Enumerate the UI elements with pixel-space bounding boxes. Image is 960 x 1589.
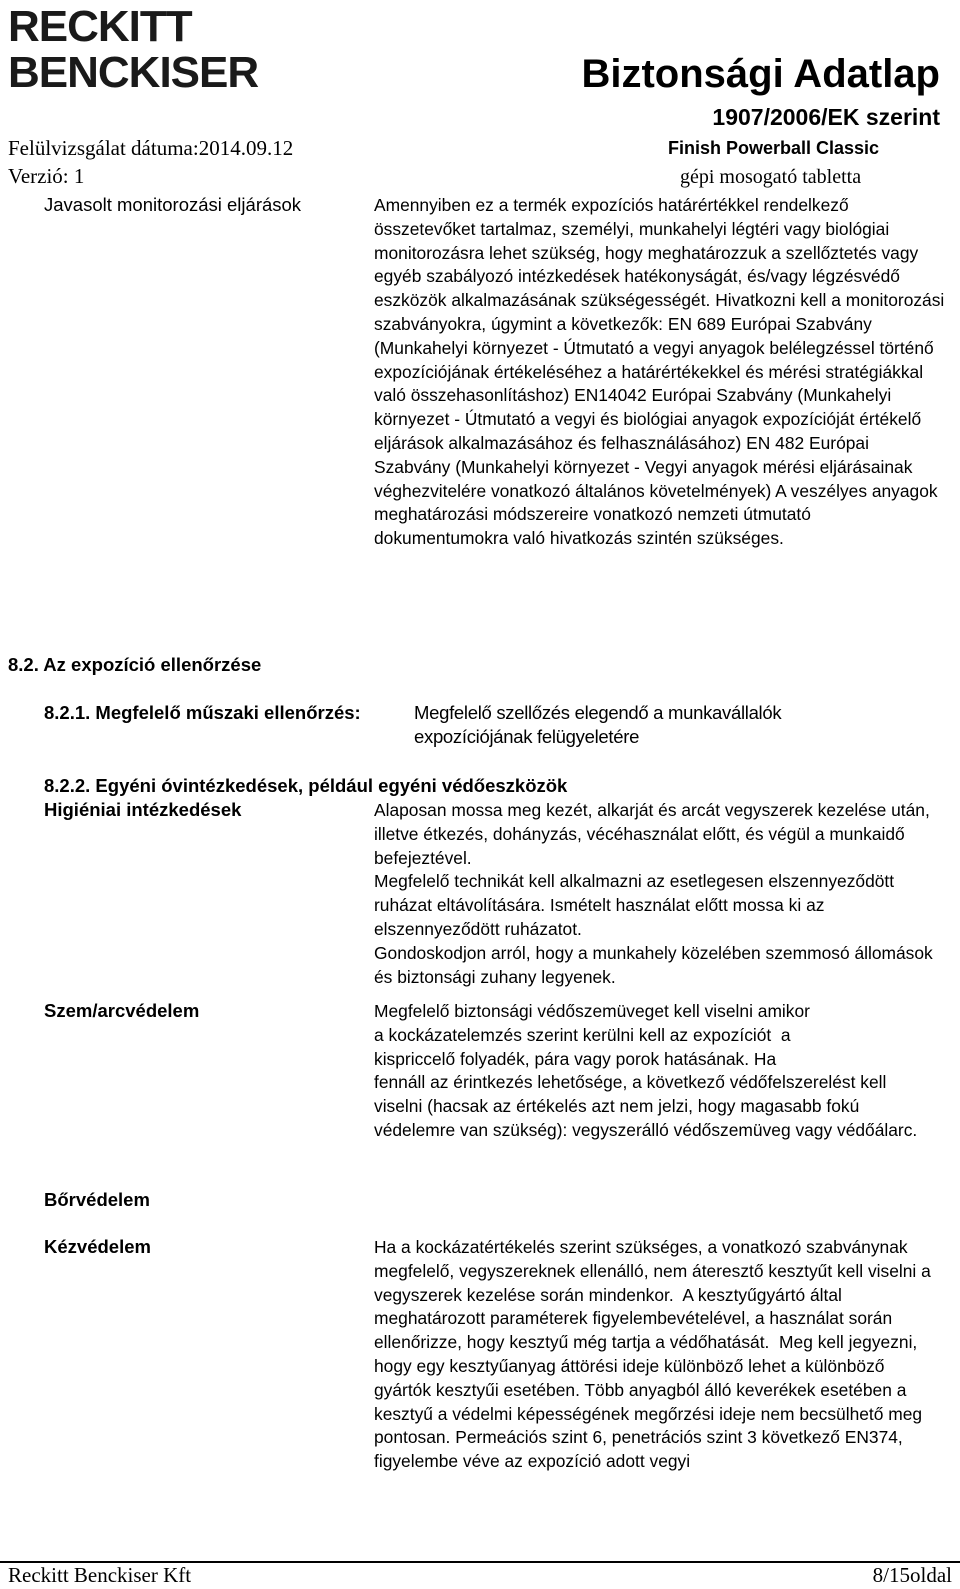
eye-face-line-2: a kockázatelemzés szerint kerülni kell az expozíciót a	[374, 1024, 791, 1045]
monitoring-text	[374, 194, 949, 551]
version: Verzió: 1	[8, 164, 85, 188]
product-type: gépi mosogató tabletta	[680, 166, 862, 188]
footer-company: Reckitt Benckiser Kft	[8, 1563, 192, 1587]
hygiene-paragraph-2: Megfelelő technikát kell alkalmazni az esetlegesen elszennyeződött ruházat eltávolítására. Ismételt használat előtt mossa ki az elszennyeződött ruházatot.	[374, 871, 895, 939]
revision-date: Felülvizsgálat dátuma:2014.09.12	[8, 136, 294, 160]
eye-face-line-1: Megfelelő biztonsági védőszemüveget kell viselni amikor	[374, 1001, 810, 1021]
section-8-2-2-heading: 8.2.2. Egyéni óvintézkedések, például egyéni védőeszközök	[44, 775, 568, 796]
company-logo	[8, 2, 259, 97]
skin-label: Bőrvédelem	[44, 1189, 150, 1210]
logo-line-1: RECKITT	[8, 2, 192, 51]
footer-page-number: 8/15oldal	[872, 1563, 952, 1587]
logo-line-2: BENCKISER	[8, 48, 259, 97]
engineering-control-line-2: expozíciójának felügyeletére	[414, 726, 640, 747]
hand-text	[374, 1236, 939, 1474]
engineering-control-line-1: Megfelelő szellőzés elegendő a munkavállalók	[414, 702, 782, 723]
hygiene-text	[374, 799, 949, 989]
hygiene-paragraph-1: Alaposan mossa meg kezét, alkarját és arcát vegyszerek kezelése után, illetve étkezés, dohányzás, vécéhasználat előtt, és végül a munkaidő befejeztével.	[374, 800, 930, 868]
hand-paragraph: Ha a kockázatértékelés szerint szükséges, a vonatkozó szabványnak megfelelő, vegyszereknek ellenálló, nem áteresztő kesztyűt kell viselni a vegyszerek kezelése során mindenkor. A kesztyűgyártó által meghatározott paraméterek figyelembevételével, a használat során ellenőrizze, hogy kesztyű még tartja a védőhatását. Meg kell jegyezni, hogy egy kesztyűanyag áttörési ideje különböző lehet a különböző gyártók kesztyűi esetében. Több anyagból álló keverékek esetében a kesztyű a védelmi képességének megőrzési ideje nem becsülhető meg pontosan. Permeációs szint 6, penetrációs szint 3 következő EN374, figyelembe véve az expozíció adott vegyi	[374, 1237, 936, 1472]
hygiene-paragraph-3: Gondoskodjon arról, hogy a munkahely közelében szemmosó állomások és biztonsági zuhany legyenek.	[374, 942, 933, 987]
eye-face-label: Szem/arcvédelem	[44, 1000, 200, 1021]
hand-label: Kézvédelem	[44, 1236, 151, 1257]
product-name: Finish Powerball Classic	[668, 138, 880, 158]
eye-face-line-3: kispriccelő folyadék, pára vagy porok hatásának. Ha	[374, 1048, 777, 1069]
eye-face-text	[374, 1000, 934, 1143]
document-title: Biztonsági Adatlap	[581, 52, 940, 96]
monitoring-label: Javasolt monitorozási eljárások	[44, 194, 302, 215]
section-8-2-1-heading: 8.2.1. Megfelelő műszaki ellenőrzés:	[44, 702, 361, 723]
hygiene-label: Higiéniai intézkedések	[44, 799, 242, 820]
section-8-2-heading: 8.2. Az expozíció ellenőrzése	[8, 654, 262, 675]
regulation-reference: 1907/2006/EK szerint	[712, 104, 940, 130]
monitoring-paragraph: Amennyiben ez a termék expozíciós határértékkel rendelkező összetevőket tartalmaz, személyi, munkahelyi légtéri vagy biológiai monitorozásra lehet szükség, hogy meghatározzuk a szellőztetés vagy egyéb szabályozó intézkedések hatékonyságát, és/vagy légzésvédő eszközök alkalmazásának szükségességét. Hivatkozni kell a monitorozási szabványokra, úgymint a következők: EN 689 Európai Szabvány (Munkahelyi környezet - Útmutató a vegyi anyagok belélegzéssel történő expozíciójának értékeléséhez a határértékekkel és mérési stratégiákkal való összehasonlításhoz) EN14042 Európai Szabvány (Munkahelyi környezet - Útmutató a vegyi és biológiai anyagok expozícióját értékelő eljárások alkalmazásához és felhasználásához) EN 482 Európai Szabvány (Munkahelyi környezet - Vegyi anyagok mérési eljárásainak véghezvitelére vonatkozó általános követelmények) A veszélyes anyagok meghatározási módszereire vonatkozó nemzeti útmutató dokumentumokra való hivatkozás szintén szükséges.	[374, 195, 945, 549]
eye-face-paragraph-rest: fennáll az érintkezés lehetősége, a következő védőfelszerelést kell viselni (hacsak az értékelés azt nem jelzi, hogy magasabb fokú védelemre van szükség): vegyszerálló védőszemüveg vagy védőálarc.	[374, 1072, 918, 1140]
